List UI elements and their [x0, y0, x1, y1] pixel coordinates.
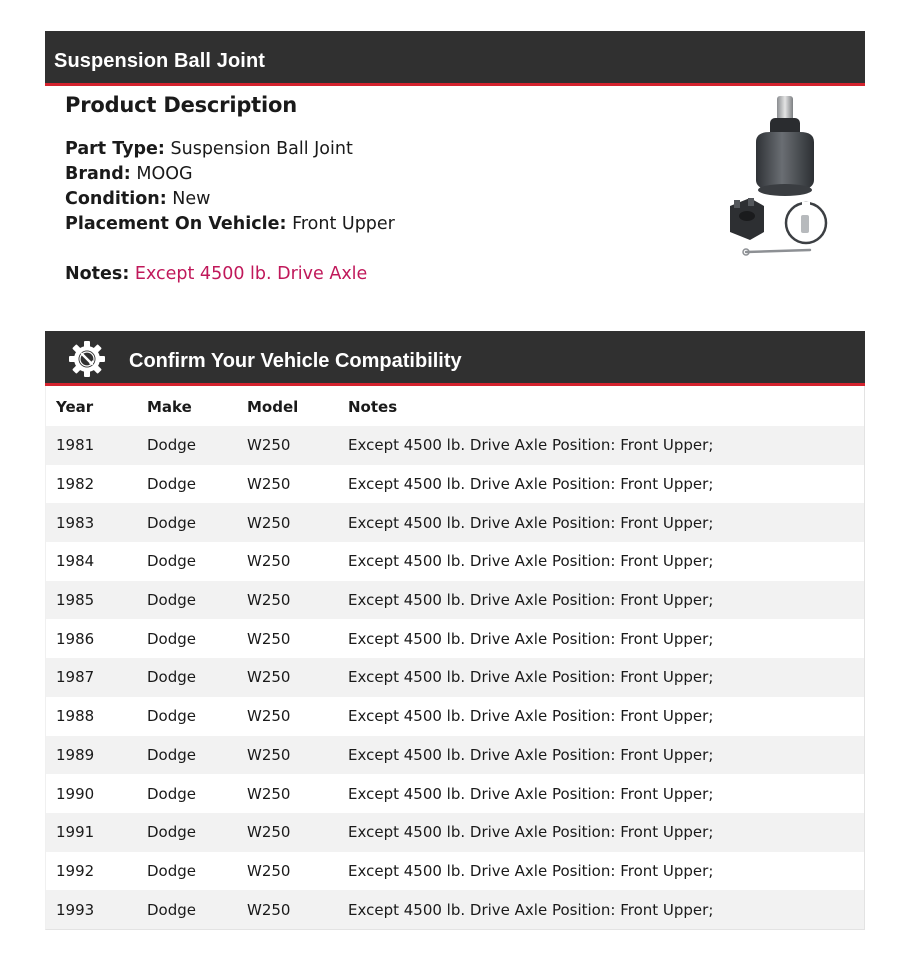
field-value: Suspension Ball Joint — [170, 139, 353, 159]
product-description-heading: Product Description — [65, 93, 297, 117]
table-row — [46, 890, 864, 929]
cell-make: Dodge — [147, 591, 196, 610]
cell-model: W250 — [247, 513, 291, 532]
title-bar — [45, 31, 865, 86]
cell-model: W250 — [247, 900, 291, 919]
column-header-year: Year — [56, 398, 94, 416]
field-part-type — [65, 137, 395, 162]
cell-make: Dodge — [147, 668, 196, 687]
cell-year: 1982 — [56, 475, 95, 494]
column-header-notes: Notes — [348, 398, 398, 416]
field-label: Part Type: — [65, 139, 165, 159]
compatibility-table — [45, 386, 865, 930]
cell-model: W250 — [247, 668, 291, 687]
table-row — [46, 542, 864, 581]
cell-make: Dodge — [147, 900, 196, 919]
field-label: Condition: — [65, 189, 167, 209]
table-header-row — [46, 386, 864, 426]
notes-value: Except 4500 lb. Drive Axle — [134, 264, 368, 284]
cell-year: 1993 — [56, 900, 95, 919]
cell-notes: Except 4500 lb. Drive Axle Position: Front Upper; — [348, 591, 714, 610]
cell-notes: Except 4500 lb. Drive Axle Position: Front Upper; — [348, 861, 714, 880]
field-condition — [65, 187, 395, 212]
cell-make: Dodge — [147, 552, 196, 571]
cell-model: W250 — [247, 861, 291, 880]
field-label: Placement On Vehicle: — [65, 214, 287, 234]
field-value: MOOG — [136, 164, 193, 184]
product-image — [720, 92, 840, 260]
cell-notes: Except 4500 lb. Drive Axle Position: Front Upper; — [348, 823, 714, 842]
cell-notes: Except 4500 lb. Drive Axle Position: Front Upper; — [348, 668, 714, 687]
table-row — [46, 774, 864, 813]
product-description — [65, 93, 395, 287]
field-notes — [65, 262, 395, 287]
table-row — [46, 697, 864, 736]
cell-year: 1989 — [56, 745, 95, 764]
cell-notes: Except 4500 lb. Drive Axle Position: Front Upper; — [348, 707, 714, 726]
cell-make: Dodge — [147, 707, 196, 726]
cell-year: 1985 — [56, 591, 95, 610]
cell-model: W250 — [247, 629, 291, 648]
cell-model: W250 — [247, 436, 291, 455]
cell-year: 1986 — [56, 629, 95, 648]
cell-year: 1984 — [56, 552, 95, 571]
cell-year: 1990 — [56, 784, 95, 803]
cell-model: W250 — [247, 475, 291, 494]
cell-model: W250 — [247, 823, 291, 842]
cell-make: Dodge — [147, 513, 196, 532]
table-row — [46, 813, 864, 852]
cell-notes: Except 4500 lb. Drive Axle Position: Front Upper; — [348, 745, 714, 764]
compatibility-title: Confirm Your Vehicle Compatibility — [129, 350, 462, 372]
cell-notes: Except 4500 lb. Drive Axle Position: Front Upper; — [348, 513, 714, 532]
cell-make: Dodge — [147, 475, 196, 494]
cell-notes: Except 4500 lb. Drive Axle Position: Front Upper; — [348, 552, 714, 571]
field-value: New — [172, 189, 211, 209]
cell-make: Dodge — [147, 784, 196, 803]
cell-year: 1987 — [56, 668, 95, 687]
cell-year: 1988 — [56, 707, 95, 726]
table-row — [46, 426, 864, 465]
compatibility-bar — [45, 331, 865, 386]
cell-notes: Except 4500 lb. Drive Axle Position: Front Upper; — [348, 784, 714, 803]
cell-year: 1992 — [56, 861, 95, 880]
gear-wrench-icon — [67, 339, 107, 379]
cell-model: W250 — [247, 745, 291, 764]
cell-model: W250 — [247, 784, 291, 803]
table-row — [46, 465, 864, 504]
cell-make: Dodge — [147, 436, 196, 455]
table-row — [46, 852, 864, 891]
cell-make: Dodge — [147, 745, 196, 764]
cell-notes: Except 4500 lb. Drive Axle Position: Front Upper; — [348, 629, 714, 648]
cell-notes: Except 4500 lb. Drive Axle Position: Front Upper; — [348, 475, 714, 494]
cell-notes: Except 4500 lb. Drive Axle Position: Front Upper; — [348, 436, 714, 455]
cell-notes: Except 4500 lb. Drive Axle Position: Front Upper; — [348, 900, 714, 919]
cell-year: 1981 — [56, 436, 95, 455]
cell-year: 1991 — [56, 823, 95, 842]
field-brand — [65, 162, 395, 187]
table-row — [46, 658, 864, 697]
table-row — [46, 581, 864, 620]
table-row — [46, 736, 864, 775]
table-row — [46, 619, 864, 658]
field-label: Notes: — [65, 264, 130, 284]
cell-make: Dodge — [147, 823, 196, 842]
cell-model: W250 — [247, 591, 291, 610]
cell-make: Dodge — [147, 861, 196, 880]
column-header-model: Model — [247, 398, 299, 416]
table-row — [46, 503, 864, 542]
cell-year: 1983 — [56, 513, 95, 532]
field-label: Brand: — [65, 164, 131, 184]
title-bar-text: Suspension Ball Joint — [54, 50, 266, 72]
field-value: Front Upper — [292, 214, 395, 234]
cell-make: Dodge — [147, 629, 196, 648]
cell-model: W250 — [247, 552, 291, 571]
column-header-make: Make — [147, 398, 192, 416]
field-placement — [65, 212, 395, 237]
cell-model: W250 — [247, 707, 291, 726]
